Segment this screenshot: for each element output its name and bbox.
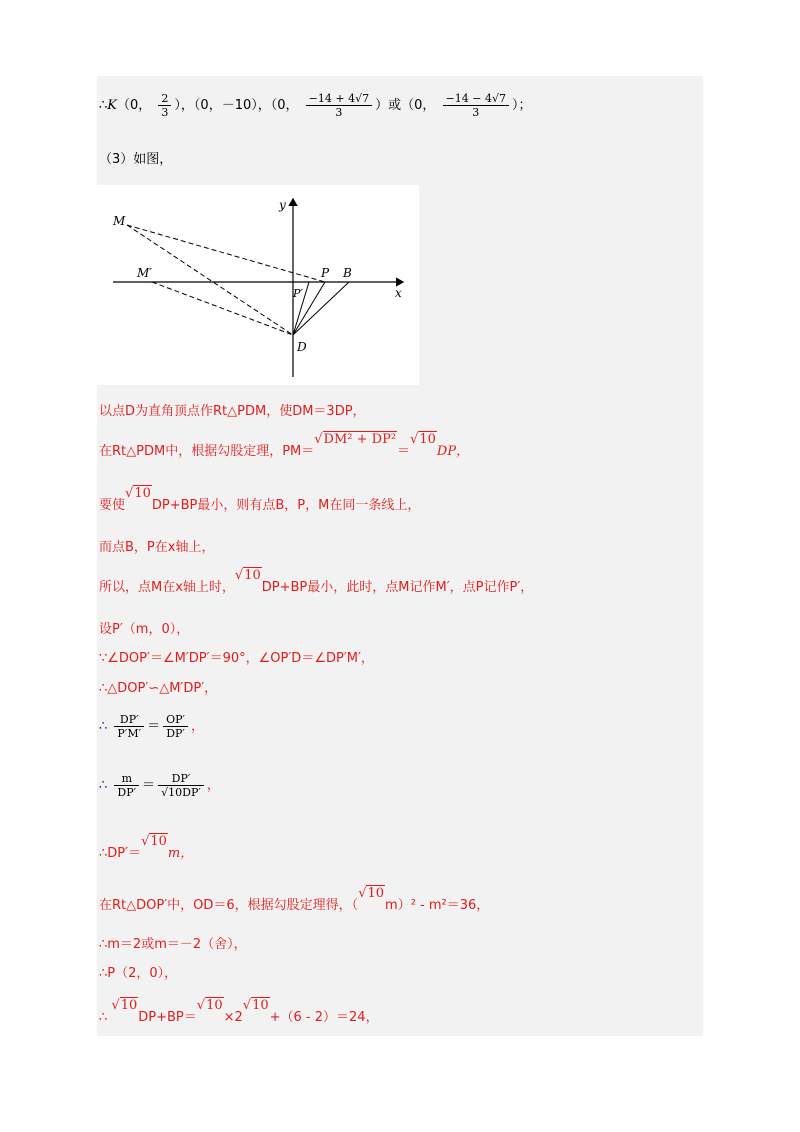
text-segment: 在Rt△DOP′中，OD＝6，根据勾股定理得，（	[99, 898, 359, 913]
solution-line-7: ∵∠DOP′＝∠M′DP′＝90°，∠OP′D＝∠DP′M′，	[99, 651, 374, 666]
numerator: 2	[161, 92, 169, 105]
text-segment: 要使	[99, 498, 126, 513]
text-segment: m，	[167, 846, 194, 861]
point-k-label: K	[107, 98, 117, 113]
fraction-dp-over-sqrt10dp	[158, 772, 204, 799]
solution-line-11	[99, 834, 194, 862]
solution-line-4: 而点B，P在x轴上，	[99, 540, 215, 555]
sqrt-dm2-dp2: √DM² + DP²	[314, 432, 397, 447]
text-segment: DP+BP最小，则有点B，P，M在同一条线上，	[151, 498, 421, 513]
numerator: m	[121, 772, 132, 785]
label-p: P	[321, 266, 330, 280]
sqrt-10: √10	[125, 486, 151, 501]
radicand: 10	[244, 568, 261, 583]
text-segment: ∴	[99, 1010, 108, 1025]
section-3-heading: （3）如图，	[99, 152, 173, 167]
fraction-two-thirds	[158, 92, 171, 119]
text-segment: ＝	[142, 778, 156, 793]
fraction-op-over-dp	[163, 713, 188, 740]
text-segment: （0，	[117, 98, 152, 113]
solution-line-14: ∴P（2，0），	[99, 966, 178, 981]
sqrt-10: √10	[234, 568, 261, 583]
sqrt-10: √10	[410, 432, 436, 447]
radicand: 10	[150, 834, 167, 849]
text-segment: ×2	[223, 1010, 243, 1025]
therefore-symbol: ∴	[99, 719, 108, 734]
text-segment: ＝	[147, 719, 161, 734]
text-segment: ∴DP′＝	[99, 846, 142, 861]
denominator: DP′	[163, 726, 188, 740]
figure-svg	[97, 185, 419, 385]
text-segment: ，	[206, 778, 220, 793]
solution-line-13: ∴m＝2或m＝－2（舍），	[99, 937, 247, 952]
label-p-prime: P′	[293, 287, 303, 300]
sqrt-10: √10	[196, 998, 223, 1013]
radicand: 10	[419, 432, 436, 447]
fraction-m-over-dp	[114, 772, 139, 799]
solution-line-5	[99, 568, 534, 596]
label-x: x	[395, 286, 402, 300]
label-y: y	[279, 198, 286, 212]
text-segment: ，	[191, 719, 205, 734]
text-segment: ），（0，－10），（0，	[174, 98, 299, 113]
radicand: 10	[134, 486, 151, 501]
numerator: −14 + 4√7	[308, 92, 370, 105]
label-m: M	[113, 214, 126, 228]
denominator: 3	[306, 105, 372, 119]
fraction-dp-over-pm	[114, 713, 144, 740]
numerator: DP′	[119, 713, 139, 726]
radicand: 10	[120, 998, 138, 1013]
fraction-neg14-plus	[306, 92, 372, 119]
sqrt-10: √10	[358, 886, 385, 901]
numerator: DP′	[171, 772, 191, 785]
solution-line-2	[99, 432, 470, 460]
text-segment: 在Rt△PDM中，根据勾股定理，PM＝	[99, 444, 315, 459]
label-b: B	[343, 266, 352, 280]
denominator: 3	[443, 105, 509, 119]
text-segment: DP+BP最小，此时，点M记作M′，点P记作P′，	[261, 580, 534, 595]
numerator: −14 − 4√7	[445, 92, 506, 105]
label-m-prime: M′	[137, 266, 153, 280]
radicand: 10	[367, 886, 385, 901]
denominator: P′M′	[114, 726, 144, 740]
radicand: 10	[252, 998, 269, 1013]
numerator: OP′	[166, 713, 186, 726]
therefore-symbol: ∴	[99, 778, 108, 793]
text-segment: ）；	[511, 98, 532, 113]
therefore-symbol: ∴	[99, 98, 108, 113]
solution-line-12	[99, 886, 490, 914]
text-segment: ）或（0，	[375, 98, 436, 113]
sqrt-10: √10	[242, 998, 269, 1013]
text-segment: 所以，点M在x轴上时，	[99, 580, 235, 595]
label-d: D	[297, 340, 307, 354]
text-segment: DP+BP＝	[138, 1010, 197, 1025]
denominator: DP′	[114, 785, 139, 799]
geometry-figure	[97, 185, 419, 385]
answer-k-line	[99, 92, 531, 119]
line-mp	[127, 225, 325, 282]
sqrt-10: √10	[111, 998, 138, 1013]
text-segment: m）² - m²＝36，	[385, 898, 490, 913]
text-segment: +（6 - 2）＝24，	[269, 1010, 379, 1025]
solution-line-15	[99, 998, 379, 1026]
line-md	[127, 225, 293, 335]
line-mprime-d	[152, 282, 293, 335]
solution-line-10	[99, 772, 220, 799]
text-segment: DP，	[436, 444, 470, 459]
solution-line-1: 以点D为直角顶点作Rt△PDM，使DM＝3DP，	[99, 404, 366, 419]
solution-line-8: ∴△DOP′∽△M′DP′，	[99, 681, 218, 696]
sqrt-10: √10	[141, 834, 167, 849]
solution-line-9	[99, 713, 204, 740]
solution-line-6: 设P′（m，0），	[99, 622, 190, 637]
solution-line-3	[99, 486, 421, 514]
text-segment: ＝	[397, 444, 411, 459]
fraction-neg14-minus	[443, 92, 509, 119]
radicand: 10	[206, 998, 223, 1013]
radicand: DM² + DP²	[323, 432, 397, 447]
denominator: √10DP′	[158, 785, 204, 799]
denominator: 3	[158, 105, 171, 119]
